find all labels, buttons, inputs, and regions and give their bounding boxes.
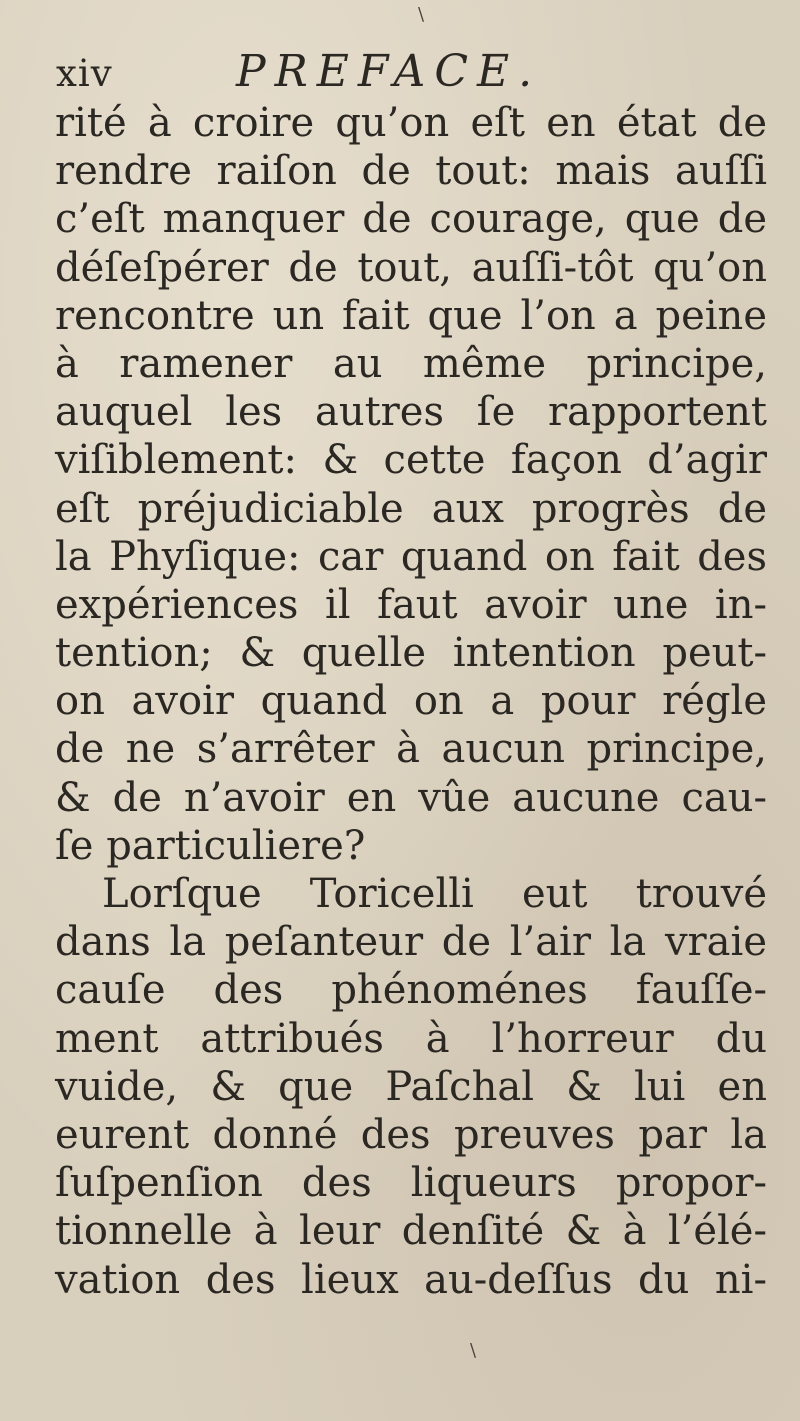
- text-line: vation des lieux au-deſſus du ni-: [55, 1256, 767, 1303]
- ink-speck: \: [418, 4, 425, 25]
- text-line: ment attribués à l’horreur du: [55, 1015, 767, 1062]
- text-line: rité à croire qu’on eſt en état de: [55, 100, 767, 146]
- text-line: tention; & quelle intention peut-: [55, 630, 767, 677]
- ink-speck: \: [470, 1340, 477, 1361]
- text-line: eurent donné des preuves par la: [55, 1111, 767, 1158]
- text-line: tionnelle à leur denſité & à l’élé-: [55, 1208, 767, 1255]
- text-line: expériences il faut avoir une in-: [55, 581, 767, 628]
- text-line: c’eſt manquer de courage, que de: [55, 196, 767, 243]
- text-line: & de n’avoir en vûe aucune cau-: [55, 774, 767, 821]
- text-line: à ramener au même principe,: [55, 340, 767, 387]
- text-line: cauſe des phénoménes fauſſe-: [55, 967, 767, 1014]
- text-line: de ne s’arrêter à aucun principe,: [55, 726, 767, 773]
- text-line: rencontre un fait que l’on a peine: [55, 292, 767, 339]
- page-number: xiv: [56, 52, 113, 95]
- text-line: vuide, & que Paſchal & lui en: [55, 1063, 767, 1110]
- page-header: [56, 46, 756, 102]
- running-head: PREFACE.: [236, 46, 542, 97]
- body-text: [55, 99, 767, 1304]
- text-line: viſiblement: & cette façon d’agir: [55, 437, 767, 484]
- text-line: déſeſpérer de tout, auſſi-tôt qu’on: [55, 244, 767, 291]
- text-line: rendre raiſon de tout: mais auſſi: [55, 148, 767, 195]
- text-line: eſt préjudiciable aux progrès de: [55, 485, 767, 532]
- text-line: la Phyſique: car quand on fait des: [55, 533, 767, 580]
- text-line: auquel les autres ſe rapportent: [55, 389, 767, 436]
- text-line: dans la peſanteur de l’air la vraie: [55, 919, 767, 966]
- text-line: on avoir quand on a pour régle: [55, 678, 767, 725]
- text-line: ſe particuliere?: [55, 822, 366, 869]
- text-line: ſuſpenſion des liqueurs propor-: [55, 1160, 767, 1207]
- paragraph-start-line: Lorſque Toricelli eut trouvé: [102, 871, 767, 917]
